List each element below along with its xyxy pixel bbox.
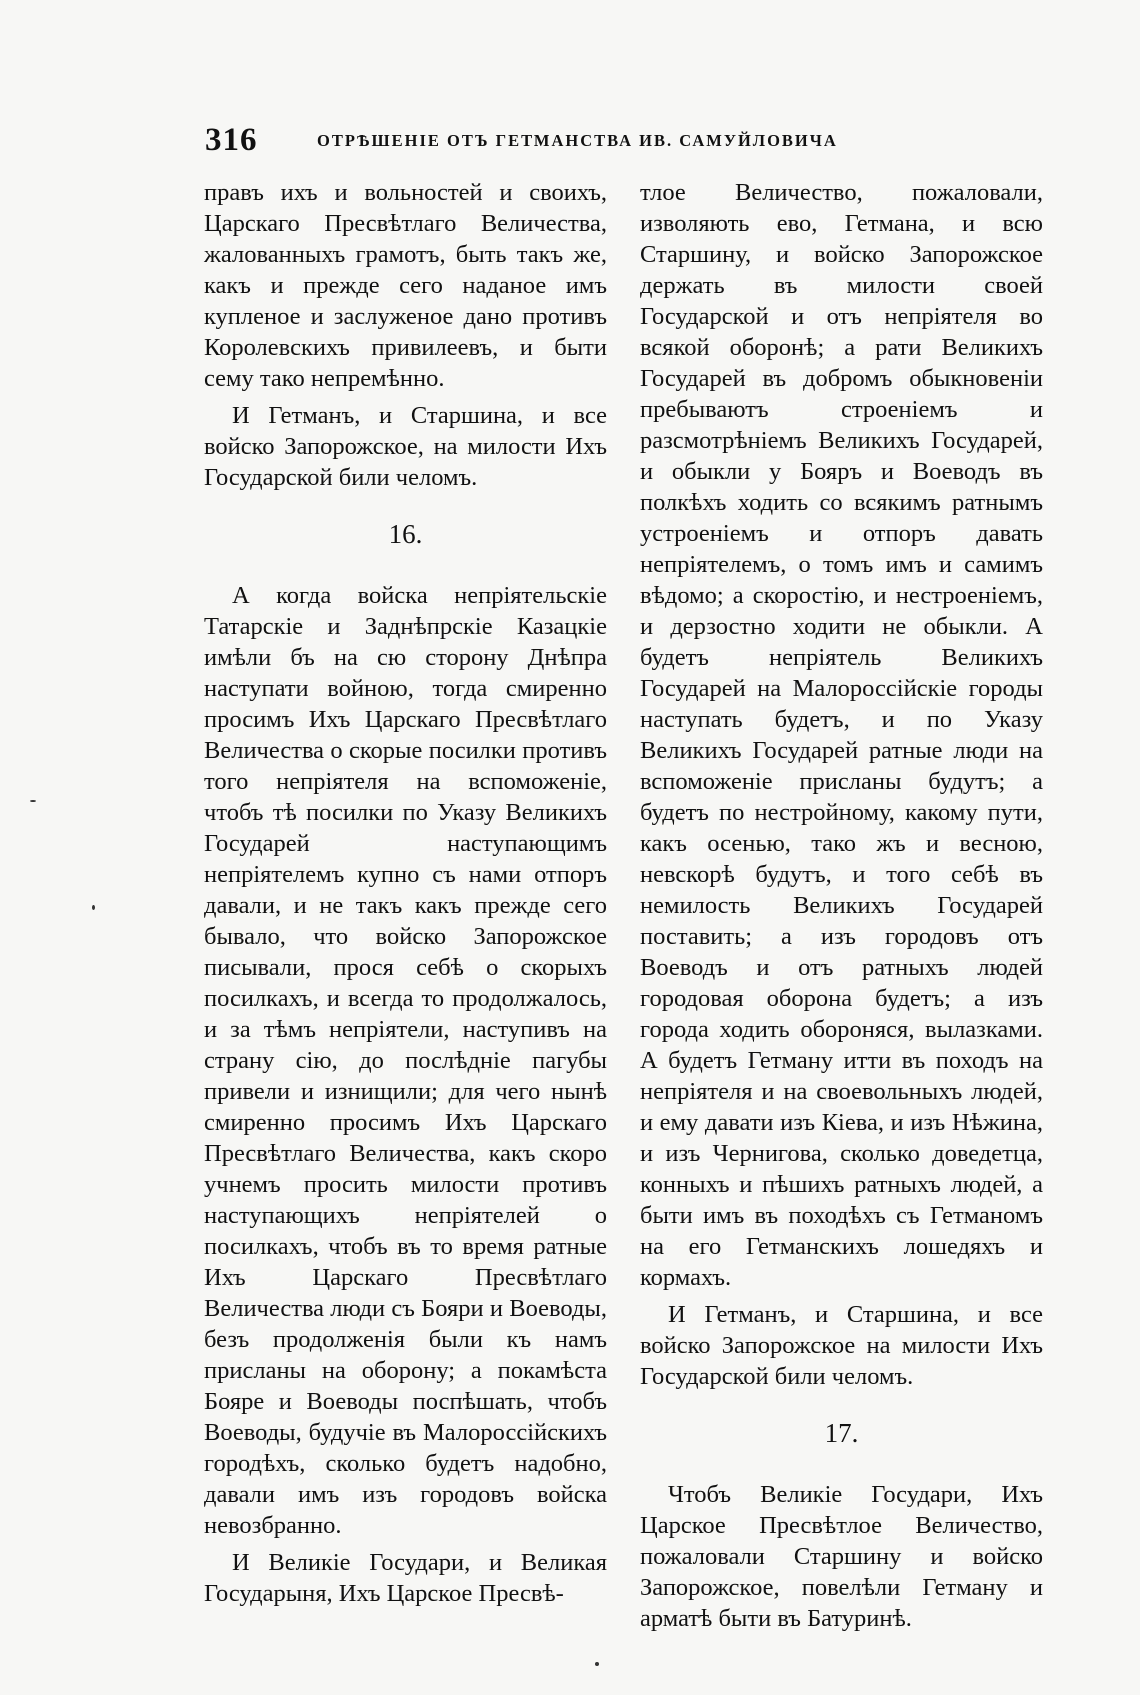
paragraph: И Гетманъ, и Старшина, и все войско Запорожское на милости Ихъ Государской били челомъ.: [640, 1301, 1043, 1390]
right-column: [640, 177, 1043, 1634]
scan-speck: [92, 905, 95, 910]
paragraph: правъ ихъ и вольностей и своихъ, Царскаго Пресвѣтлаго Величества, жалованныхъ грамотъ, быть такъ же, какъ и прежде сего наданое имъ купленое и заслуженое дано противъ Королевскихъ привилеевъ, и быти сему тако непремѣнно.: [204, 179, 607, 392]
scan-speck: [30, 800, 36, 802]
running-title: ОТРѢШЕНІЕ ОТЪ ГЕТМАНСТВА ИВ. САМУЙЛОВИЧА: [317, 131, 838, 150]
paragraph: И Гетманъ, и Старшина, и все войско Запорожское, на милости Ихъ Государской били челомъ.: [204, 402, 607, 491]
paragraph: А когда войска непріятельскіе Татарскіе и Заднѣпрскіе Казацкіе имѣли бъ на сю сторону Днѣпра наступати войною, тогда смиренно просимъ Ихъ Царскаго Пресвѣтлаго Величества о скорые посилки противъ того непріятеля на вспоможеніе, чтобъ тѣ посилки по Указу Великихъ Государей наступающимъ непріятелемъ купно съ нами отпоръ давали, и не такъ какъ прежде сего бывало, что войско Запорожское писывали, прося себѣ о скорыхъ посилкахъ, и всегда то продолжалось, и за тѣмъ непріятели, наступивъ на страну сію, до послѣдніе пагубы привели и изнищили; для чего нынѣ смиренно просимъ Ихъ Царскаго Пресвѣтлаго Величества, какъ скоро учнемъ просить милости противъ наступающихъ непріятелей о посилкахъ, чтобъ въ то время ратные Ихъ Царскаго Пресвѣтлаго Величества люди съ Бояри и Воеводы, безъ продолженія были къ намъ присланы на оборону; а покамѣста Бояре и Воеводы поспѣшать, чтобъ Воеводы, будучіе въ Малороссійскихъ городѣхъ, сколько будетъ надобно, давали имъ изъ городовъ войска невозбранно.: [204, 582, 607, 1539]
section-number: 17.: [824, 1418, 859, 1448]
section-number: 16.: [388, 519, 423, 549]
paragraph: Чтобъ Великіе Государи, Ихъ Царское Пресвѣтлое Величество, пожаловали Старшину и войско Запорожское, повелѣли Гетману и арматѣ быти въ Батуринѣ.: [640, 1481, 1043, 1632]
left-column: [204, 177, 607, 1609]
paragraph: тлое Величество, пожаловали, изволяють ево, Гетмана, и всю Старшину, и войско Запорожское держать въ милости своей Государской и отъ непріятеля во всякой оборонѣ; а рати Великихъ Государей въ добромъ обыкновеніи пребываютъ строеніемъ и разсмотрѣніемъ Великихъ Государей, и обыкли у Бояръ и Воеводъ въ полкѣхъ ходить со всякимъ ратнымъ устроеніемъ и отпоръ давать непріятелемъ, о томъ имъ и самимъ вѣдомо; а скоростію, и нестроеніемъ, и дерзостно ходити не обыкли. А будетъ непріятель Великихъ Государей на Малороссійскіе городы наступать будетъ, и по Указу Великихъ Государей ратные люди на вспоможеніе присланы будутъ; а будетъ по нестройному, какому пути, какъ осенью, тако жъ и весною, невскорѣ будутъ, и того себѣ въ немилость Великихъ Государей поставить; а изъ городовъ отъ Воеводъ и отъ ратныхъ людей городовая оборона будетъ; а изъ города ходить обороняся, вылазками. А будетъ Гетману итти въ походъ на непріятеля и на своевольныхъ людей, и ему давати изъ Кіева, и изъ Нѣжина, и изъ Чернигова, сколько доведетца, конныхъ и пѣшихъ ратныхъ людей, а быти имъ въ походѣхъ съ Гетманомъ на его Гетманскихъ лошедяхъ и кормахъ.: [640, 179, 1043, 1291]
page-header: [205, 122, 910, 162]
scan-speck: [595, 1662, 599, 1666]
paragraph: И Великіе Государи, и Великая Государыня, Ихъ Царское Пресвѣ-: [204, 1549, 607, 1607]
page-number: 316: [205, 122, 258, 158]
